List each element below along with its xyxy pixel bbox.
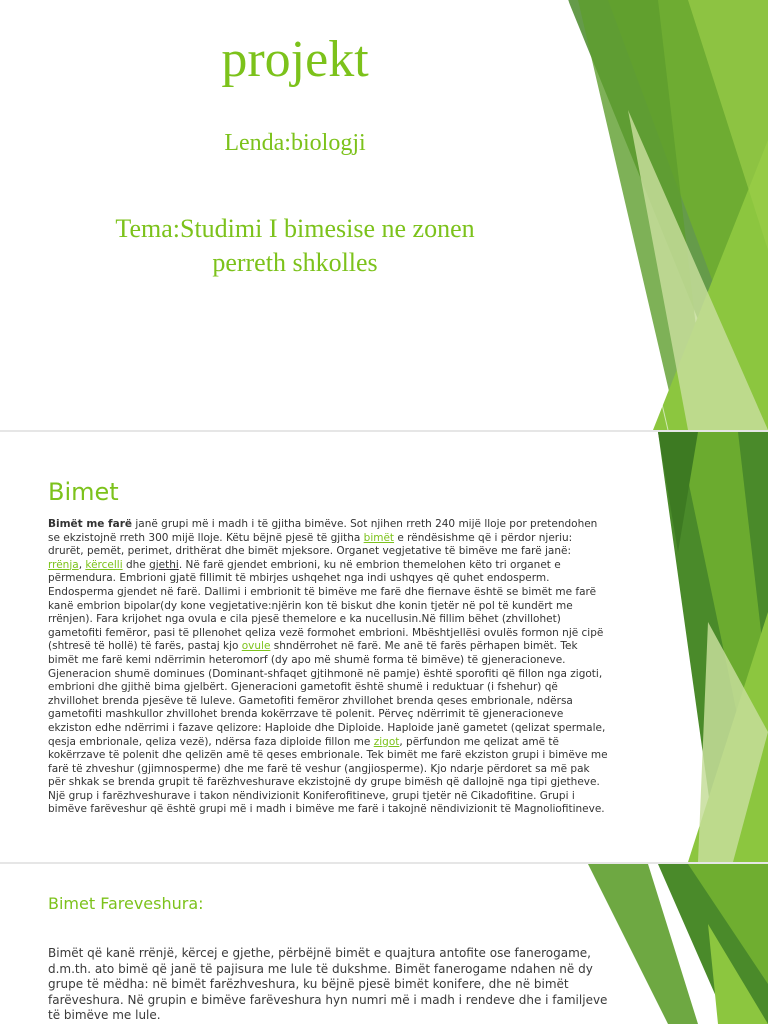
title-slide bbox=[0, 0, 768, 430]
content-slide-bimet bbox=[0, 432, 768, 862]
link-rrenja[interactable]: rrënja bbox=[48, 558, 79, 571]
lead-bold-text: Bimët me farë bbox=[48, 518, 133, 530]
body-text: . Në farë gjendet embrioni, ku në embrion themelohen këto tri organet e përmendura. Embrioni gjatë fillimit të mbirjes ushqehet nga indi ushqyes që quhet endosperm. Endosperma gjendet në farë. Dallimi i embrionit të bimëve me farë dhe fiernave është se bimët me farë kanë embrion bipolar(dy kone vegjetative:njërin kon të biskut dhe konin tjetër në pol të kundërt me rrënjen). Fara krijohet nga ovula e cila pjesë themelore e ka nucellusin.Në fillim bëhet (zhvillohet) gametofiti femëror, pasi të pllenohet qeliza vezë formohet embrioni. Mbështjellësi ovulës formon një cipë (shtresë të hollë) të farës, pastaj kjo bbox=[48, 558, 604, 653]
body-text: , përfundon me qelizat amë të kokërrzave të polenit dhe qelizën amë të qeses embrionale. Tek bimët me farë ekziston grupi i bimëve me farë të zhveshur (gjimnosperme) dhe me farë të veshur (angjiosperme). Kjo ndarje përdoret sa më pak për shkak se brenda grupit të farëzhveshurave ekzistojnë dy grupe bimësh që dallojnë nga tipi gjetheve. Një grup i farëzhveshurave i takon nëndivizionit Koniferofitineve, grupi tjetër në Cikadofitine. Grupi i bimëve farëveshur që është grupi më i madh i bimëve me farë i takojnë nëndivizionit të Magnoliofitineve. bbox=[48, 735, 608, 816]
slide-body-text: Bimët që kanë rrënjë, kërcej e gjethe, përbëjnë bimët e quajtura antofite ose fanerogame, d.m.th. ato bimë që janë të pajisura me lule të dukshme. Bimët fanerogame ndahen në dy grupe të mëdha: në bimët farëzhveshura, ku bëjnë pjesë bimët konifere, dhe në bimët farëveshura. Në grupin e bimëve farëveshura hyn numri më i madh i rendeve dhe i familjeve të bimëve me lule. bbox=[48, 946, 608, 1022]
body-text: shndërrohet në farë. Me anë të farës përhapen bimët. Tek bimët me farë kemi ndërrimin heteromorf (dy apo më shumë forma të bimëve) të gjeneracioneve. Gjeneracion shumë dominues (Dominant-shfaqet gjtihmonë në pamje) është sporofiti që fillon nga zigoti, embrioni dhe gjithë bima gjelbërt. Gjeneracioni gametofit është shumë i reduktuar (i fshehur) që zhvillohet brenda pjesëve të luleve. Gametofiti femëror zhvillohet brenda qeses embrionale, ndërsa gametofiti mashkullor zhvillohet brenda kokërrzave të polenit. Përveç ndërrimit të gjeneracioneve ekziston edhe ndërrimi i fazave qelizore: Haploide dhe Diploide. Haploide janë gametet (qelizat spermale, qesja embrionale, qeliza vezë), ndërsa faza diploide fillon me bbox=[48, 640, 606, 748]
link-ovule[interactable]: ovule bbox=[241, 640, 271, 653]
link-zigot[interactable]: zigot bbox=[373, 735, 400, 748]
body-text: , bbox=[78, 558, 86, 571]
slide-heading: Bimet Fareveshura: bbox=[48, 894, 204, 913]
body-text: janë grupi më i madh i të gjitha bimëve. Sot njihen rreth 240 mijë lloje por pretendohen se ekzistojnë rreth 300 mijë lloje. Këtu bëjnë pjesë të gjitha bbox=[48, 518, 598, 544]
link-bimet[interactable]: bimët bbox=[363, 531, 395, 544]
body-text: e rëndësishme që i përdor njeriu: drurët, pemët, perimet, drithërat dhe bimët mjeksore. Organet vegjetative të bimëve me farë janë: bbox=[48, 531, 573, 558]
subject-line: Lenda:biologji bbox=[224, 130, 366, 156]
content-slide-fareveshura bbox=[0, 864, 768, 1024]
topic-line bbox=[0, 212, 590, 280]
link-kercelli[interactable]: kërcelli bbox=[85, 558, 123, 571]
green-decor-graphic bbox=[658, 432, 768, 862]
link-gjethi[interactable]: gjethi bbox=[149, 558, 179, 571]
body-text: dhe bbox=[122, 558, 150, 571]
topic-line-1: Tema:Studimi I bimesise ne zonen bbox=[115, 214, 475, 243]
slide-body-text bbox=[48, 518, 608, 817]
topic-line-2: perreth shkolles bbox=[212, 248, 378, 277]
slide-title: projekt bbox=[221, 31, 369, 88]
green-decor-graphic bbox=[588, 864, 768, 1024]
slide-heading: Bimet bbox=[48, 478, 119, 506]
green-decor-graphic bbox=[568, 0, 768, 430]
